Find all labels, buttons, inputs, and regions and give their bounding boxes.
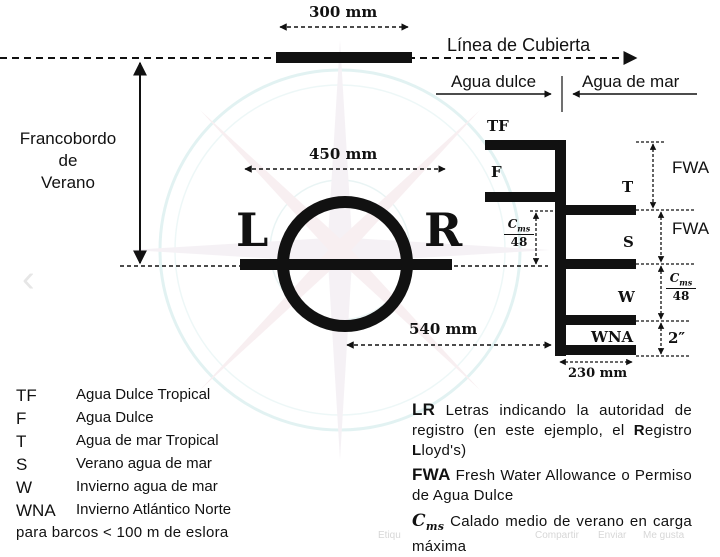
letter-l: L bbox=[236, 203, 269, 257]
fwa-label-2: FWA bbox=[672, 219, 710, 238]
footer-tag-link[interactable]: Etiqu bbox=[378, 530, 401, 541]
wna-bar bbox=[564, 345, 636, 355]
cms-left-sub: ms bbox=[517, 223, 531, 234]
legend-row-wna bbox=[16, 501, 316, 521]
mark-w-label: W bbox=[618, 288, 635, 306]
note-fwa-text: Fresh Water Allowance o Permiso de Agua Dulce bbox=[412, 467, 692, 504]
legend-desc: Invierno agua de mar bbox=[76, 478, 218, 495]
footer-like-link[interactable]: Me gusta bbox=[643, 530, 685, 541]
note-lr-text3: loyd's) bbox=[421, 442, 467, 459]
note-lr-l: L bbox=[412, 442, 422, 459]
mark-t-label: T bbox=[622, 178, 634, 196]
legend-footer: para barcos < 100 m de eslora bbox=[16, 524, 229, 541]
cms-right-c: C bbox=[669, 271, 680, 285]
sea-water-header: Agua de mar bbox=[582, 72, 680, 91]
legend-code: WNA bbox=[16, 501, 56, 520]
note-lr-key: LR bbox=[412, 400, 436, 419]
dim-230-label: 230 mm bbox=[568, 366, 628, 381]
legend-code: F bbox=[16, 409, 27, 428]
note-fwa bbox=[412, 465, 692, 506]
legend-row-s bbox=[16, 455, 316, 475]
legend-row-f bbox=[16, 409, 316, 429]
cms-right-den: 48 bbox=[672, 289, 690, 304]
legend-code: TF bbox=[16, 386, 37, 405]
mark-wna-label: WNA bbox=[591, 328, 634, 346]
legend-desc: Invierno Atlántico Norte bbox=[76, 501, 232, 518]
note-lr-text2: egistro bbox=[644, 422, 692, 439]
s-bar bbox=[564, 259, 636, 269]
legend-row-tf bbox=[16, 386, 316, 406]
f-bar bbox=[485, 192, 557, 202]
cms-left-den: 48 bbox=[510, 235, 528, 250]
note-lr-r: R bbox=[633, 422, 645, 439]
viewer-footer bbox=[360, 524, 720, 557]
tf-bar bbox=[485, 140, 557, 150]
legend-desc: Verano agua de mar bbox=[76, 455, 212, 472]
plimsoll-bar bbox=[240, 259, 452, 270]
note-cms-key: C bbox=[412, 511, 426, 531]
legend-desc: Agua de mar Tropical bbox=[76, 432, 219, 449]
footer-share-link[interactable]: Compartir bbox=[535, 530, 579, 541]
prev-arrow-icon[interactable]: ‹ bbox=[22, 258, 35, 300]
legend-code: T bbox=[16, 432, 27, 451]
deck-mark-bar bbox=[276, 52, 412, 63]
mark-s-label: S bbox=[623, 233, 634, 251]
cms-fraction-left bbox=[504, 217, 534, 249]
legend-desc: Agua Dulce Tropical bbox=[76, 386, 211, 403]
legend-code: S bbox=[16, 455, 28, 474]
freeboard-label bbox=[18, 128, 118, 194]
note-lr bbox=[412, 400, 692, 461]
note-cms-text: Calado medio de verano en carga máxima bbox=[412, 513, 692, 555]
legend-code: W bbox=[16, 478, 33, 497]
freeboard-label-line2: de bbox=[58, 151, 78, 170]
note-cms-sub: ms bbox=[425, 520, 445, 533]
legend-row-t bbox=[16, 432, 316, 452]
freeboard-label-line3: Verano bbox=[41, 173, 95, 192]
dim-450-label: 450 mm bbox=[309, 145, 378, 163]
two-inch-label: 2″ bbox=[668, 329, 686, 347]
freeboard-label-line1: Francobordo bbox=[19, 129, 117, 148]
fwa-label-1: FWA bbox=[672, 158, 710, 177]
mark-f-label: F bbox=[491, 163, 502, 181]
fresh-water-header: Agua dulce bbox=[451, 72, 537, 91]
note-fwa-key: FWA bbox=[412, 465, 451, 484]
deck-line-label: Línea de Cubierta bbox=[447, 35, 591, 55]
note-lr-text1: Letras indicando la autoridad de registro (en este ejemplo, el bbox=[412, 402, 692, 439]
mark-tf-label: TF bbox=[487, 117, 509, 135]
t-bar bbox=[564, 205, 636, 215]
cms-left-c: C bbox=[507, 217, 518, 231]
footer-send-link[interactable]: Enviar bbox=[598, 530, 627, 541]
legend-row-w bbox=[16, 478, 316, 498]
letter-r: R bbox=[424, 203, 463, 257]
legend-desc: Agua Dulce bbox=[76, 409, 154, 426]
dim-300-label: 300 mm bbox=[309, 3, 378, 21]
w-bar bbox=[564, 315, 636, 325]
cms-fraction-right bbox=[666, 271, 696, 303]
cms-right-sub: ms bbox=[679, 277, 693, 288]
dim-540-label: 540 mm bbox=[409, 320, 478, 338]
